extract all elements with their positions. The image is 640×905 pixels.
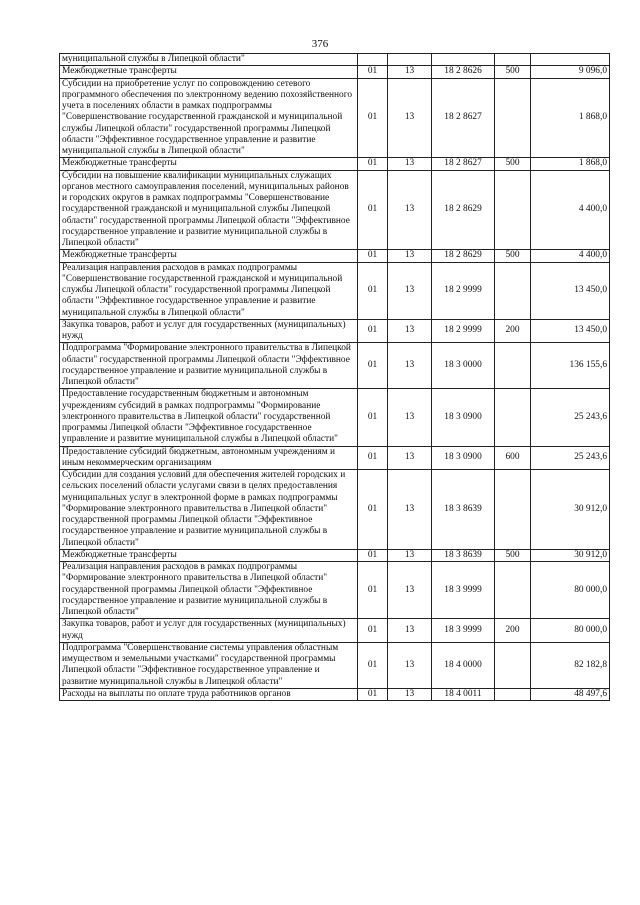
expense-type-cell <box>495 343 531 389</box>
ministry-code-cell: 01 <box>358 262 388 319</box>
table-row <box>60 158 610 170</box>
amount-cell: 4 400,0 <box>531 250 610 262</box>
amount-cell: 13 450,0 <box>531 319 610 343</box>
budget-table-body <box>60 54 610 701</box>
ministry-code-cell: 01 <box>358 688 388 700</box>
page-number: 376 <box>311 38 329 50</box>
row-name-cell: Межбюджетные трансферты <box>60 158 358 170</box>
amount-cell: 136 155,6 <box>531 343 610 389</box>
ministry-code-cell: 01 <box>358 158 388 170</box>
target-article-cell: 18 4 0000 <box>432 642 495 688</box>
expense-type-cell <box>495 262 531 319</box>
row-name-cell: муниципальной службы в Липецкой области" <box>60 54 358 66</box>
target-article-cell: 18 3 0900 <box>432 446 495 470</box>
target-article-cell: 18 3 9999 <box>432 619 495 643</box>
ministry-code-cell: 01 <box>358 170 388 250</box>
table-row <box>60 170 610 250</box>
section-code-cell: 13 <box>388 619 432 643</box>
row-name-cell: Расходы на выплаты по оплате труда работников органов <box>60 688 358 700</box>
ministry-code-cell <box>358 54 388 66</box>
row-name-cell: Субсидии на приобретение услуг по сопровождению сетевого программного обеспечения по электронному ведению похозяйственного учета в поселениях области в рамках подпрограммы "Совершенствование государственной гражданской и муниципальной службы Липецкой области" государственной программы Липецкой области "Эффективное государственное управление и развитие муниципальной службы в Липецкой области" <box>60 78 358 158</box>
amount-cell: 82 182,8 <box>531 642 610 688</box>
table-row <box>60 642 610 688</box>
section-code-cell: 13 <box>388 446 432 470</box>
expense-type-cell: 200 <box>495 619 531 643</box>
row-name-cell: Предоставление субсидий бюджетным, автономным учреждениям и иным некоммерческим организациям <box>60 446 358 470</box>
row-name-cell: Предоставление государственным бюджетным и автономным учреждениям субсидий в рамках подпрограммы "Формирование электронного правительства в Липецкой области" государственной программы Липецкой области "Эффективное государственное управление и развитие муниципальной службы в Липецкой области" <box>60 389 358 446</box>
table-row <box>60 250 610 262</box>
amount-cell: 80 000,0 <box>531 562 610 619</box>
target-article-cell: 18 3 8639 <box>432 549 495 561</box>
row-name-cell: Субсидии для создания условий для обеспечения жителей городских и сельских поселений области услугами связи в целях предоставления муниципальных услуг в электронной форме в рамках подпрограммы "Формирование электронного правительства в Липецкой области" государственной программы Липецкой области "Эффективное государственное управление и развитие муниципальной службы в Липецкой области" <box>60 470 358 550</box>
row-name-cell: Подпрограмма "Формирование электронного правительства в Липецкой области" государственной программы Липецкой области "Эффективное государственное управление и развитие муниципальной службы в Липецкой области" <box>60 343 358 389</box>
amount-cell: 13 450,0 <box>531 262 610 319</box>
expense-type-cell: 600 <box>495 446 531 470</box>
section-code-cell: 13 <box>388 262 432 319</box>
ministry-code-cell: 01 <box>358 470 388 550</box>
target-article-cell: 18 2 9999 <box>432 319 495 343</box>
ministry-code-cell: 01 <box>358 446 388 470</box>
target-article-cell: 18 2 8629 <box>432 170 495 250</box>
target-article-cell: 18 2 8626 <box>432 66 495 78</box>
amount-cell: 30 912,0 <box>531 470 610 550</box>
section-code-cell: 13 <box>388 170 432 250</box>
ministry-code-cell: 01 <box>358 562 388 619</box>
amount-cell: 25 243,6 <box>531 446 610 470</box>
expense-type-cell: 500 <box>495 250 531 262</box>
row-name-cell: Подпрограмма "Совершенствование системы управления областным имуществом и земельными участками" государственной программы Липецкой области "Эффективное государственное управление и развитие муниципальной службы в Липецкой области" <box>60 642 358 688</box>
table-row <box>60 446 610 470</box>
expense-type-cell: 200 <box>495 319 531 343</box>
table-row <box>60 389 610 446</box>
amount-cell: 1 868,0 <box>531 158 610 170</box>
ministry-code-cell: 01 <box>358 66 388 78</box>
expense-type-cell: 500 <box>495 549 531 561</box>
section-code-cell: 13 <box>388 562 432 619</box>
table-row <box>60 66 610 78</box>
amount-cell: 25 243,6 <box>531 389 610 446</box>
section-code-cell: 13 <box>388 549 432 561</box>
section-code-cell: 13 <box>388 319 432 343</box>
row-name-cell: Субсидии на повышение квалификации муниципальных служащих органов местного самоуправления поселений, муниципальных районов и городских округов в рамках подпрограммы "Совершенствование государственной гражданской и муниципальной службы Липецкой области" государственной программы Липецкой области "Эффективное государственное управление и развитие муниципальной службы в Липецкой области" <box>60 170 358 250</box>
amount-cell: 48 497,6 <box>531 688 610 700</box>
row-name-cell: Межбюджетные трансферты <box>60 549 358 561</box>
section-code-cell: 13 <box>388 642 432 688</box>
table-row <box>60 78 610 158</box>
target-article-cell: 18 2 9999 <box>432 262 495 319</box>
ministry-code-cell: 01 <box>358 343 388 389</box>
expense-type-cell <box>495 642 531 688</box>
amount-cell: 4 400,0 <box>531 170 610 250</box>
row-name-cell: Закупка товаров, работ и услуг для государственных (муниципальных) нужд <box>60 319 358 343</box>
expense-type-cell <box>495 389 531 446</box>
expense-type-cell <box>495 170 531 250</box>
target-article-cell: 18 3 8639 <box>432 470 495 550</box>
table-row <box>60 688 610 700</box>
target-article-cell: 18 3 0900 <box>432 389 495 446</box>
amount-cell: 80 000,0 <box>531 619 610 643</box>
amount-cell: 30 912,0 <box>531 549 610 561</box>
target-article-cell: 18 3 9999 <box>432 562 495 619</box>
section-code-cell: 13 <box>388 688 432 700</box>
target-article-cell: 18 2 8629 <box>432 250 495 262</box>
table-row <box>60 262 610 319</box>
expense-type-cell <box>495 470 531 550</box>
table-row <box>60 54 610 66</box>
ministry-code-cell: 01 <box>358 78 388 158</box>
expense-type-cell <box>495 562 531 619</box>
target-article-cell: 18 2 8627 <box>432 158 495 170</box>
section-code-cell: 13 <box>388 343 432 389</box>
row-name-cell: Межбюджетные трансферты <box>60 250 358 262</box>
table-row <box>60 562 610 619</box>
table-row <box>60 343 610 389</box>
ministry-code-cell: 01 <box>358 549 388 561</box>
expense-type-cell <box>495 78 531 158</box>
amount-cell: 9 096,0 <box>531 66 610 78</box>
table-row <box>60 470 610 550</box>
target-article-cell: 18 3 0000 <box>432 343 495 389</box>
table-row <box>60 319 610 343</box>
section-code-cell: 13 <box>388 78 432 158</box>
row-name-cell: Межбюджетные трансферты <box>60 66 358 78</box>
ministry-code-cell: 01 <box>358 642 388 688</box>
expense-type-cell <box>495 54 531 66</box>
row-name-cell: Реализация направления расходов в рамках подпрограммы "Совершенствование государственной гражданской и муниципальной службы Липецкой области" государственной программы Липецкой области "Эффективное государственное управление и развитие муниципальной службы в Липецкой области" <box>60 262 358 319</box>
expense-type-cell: 500 <box>495 158 531 170</box>
expense-type-cell <box>495 688 531 700</box>
expense-type-cell: 500 <box>495 66 531 78</box>
ministry-code-cell: 01 <box>358 619 388 643</box>
table-row <box>60 619 610 643</box>
ministry-code-cell: 01 <box>358 319 388 343</box>
ministry-code-cell: 01 <box>358 250 388 262</box>
section-code-cell: 13 <box>388 470 432 550</box>
section-code-cell: 13 <box>388 389 432 446</box>
section-code-cell: 13 <box>388 250 432 262</box>
section-code-cell: 13 <box>388 158 432 170</box>
target-article-cell <box>432 54 495 66</box>
target-article-cell: 18 4 0011 <box>432 688 495 700</box>
budget-table <box>59 53 610 701</box>
target-article-cell: 18 2 8627 <box>432 78 495 158</box>
ministry-code-cell: 01 <box>358 389 388 446</box>
section-code-cell: 13 <box>388 66 432 78</box>
section-code-cell <box>388 54 432 66</box>
row-name-cell: Реализация направления расходов в рамках подпрограммы "Формирование электронного правительства в Липецкой области" государственной программы Липецкой области "Эффективное государственное управление и развитие муниципальной службы в Липецкой области" <box>60 562 358 619</box>
table-row <box>60 549 610 561</box>
amount-cell <box>531 54 610 66</box>
row-name-cell: Закупка товаров, работ и услуг для государственных (муниципальных) нужд <box>60 619 358 643</box>
amount-cell: 1 868,0 <box>531 78 610 158</box>
